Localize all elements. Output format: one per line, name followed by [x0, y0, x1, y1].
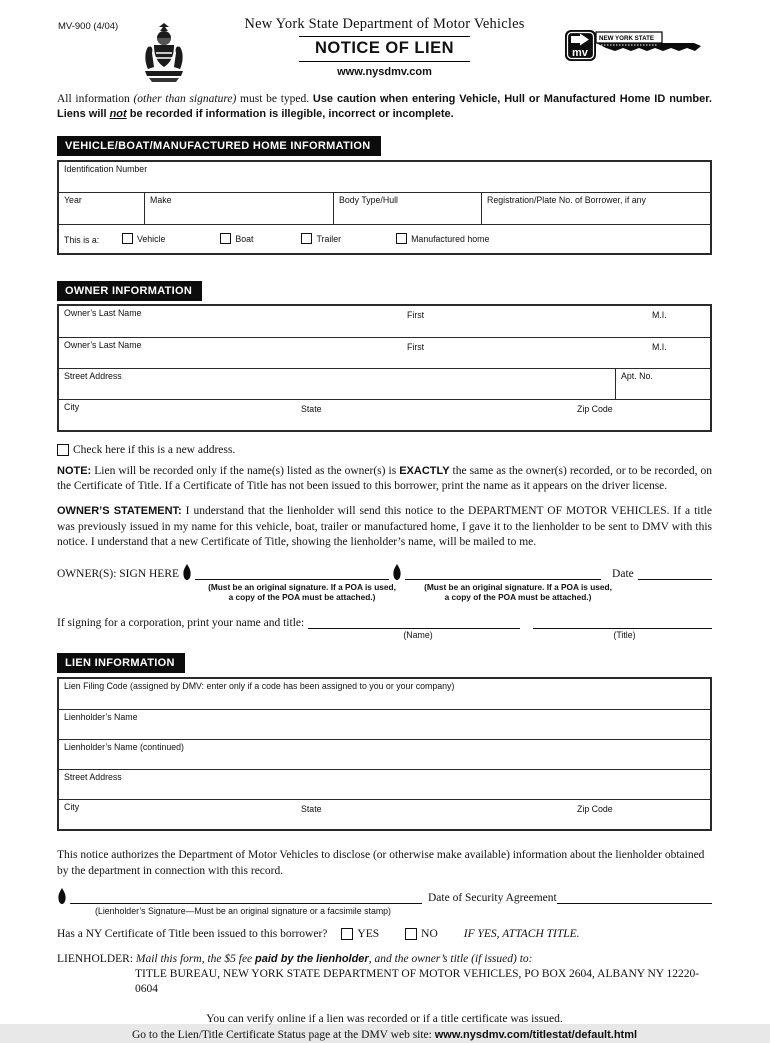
vehicle-section-header: VEHICLE/BOAT/MANUFACTURED HOME INFORMATION — [57, 136, 381, 156]
security-agreement-date-label: Date of Security Agreement — [428, 892, 557, 905]
lienholder-name-field[interactable] — [59, 709, 710, 739]
dmv-website: www.nysdmv.com — [337, 66, 432, 78]
lienholder-footer-label: LIENHOLDER: — [57, 953, 136, 966]
sig-note-line2: a copy of the POA must be attached.) — [228, 591, 376, 602]
mail-text: , and the owner’s title (if issued) to: — [368, 953, 533, 966]
trailer-type-option — [301, 233, 341, 244]
new-address-row — [57, 444, 712, 456]
mail-text: Mail this form, the $5 fee — [135, 953, 256, 966]
trailer-checkbox[interactable] — [301, 233, 312, 244]
instr-seg: must be typed. — [236, 93, 313, 105]
attach-title-note: IF YES, ATTACH TITLE. — [463, 928, 580, 941]
owner-statement-text: I understand that the lienholder will send this notice to the DEPARTMENT OF MOTOR VEHICLES. If a title was previously issued in my name for this vehicle, boat, trailer or manufactured home, I gave it to the lienholder to be sent to DMV with this notice. I understand that a new Certificate of Title, showing the lienholder’s name, will be mailed to me. — [57, 505, 712, 549]
year-label: Year — [64, 194, 82, 205]
owner-state-label: State — [301, 403, 322, 414]
vehicle-info-table — [57, 160, 712, 255]
title-question-label: Has a NY Certificate of Title been issued to this borrower? — [57, 928, 328, 941]
authorization-paragraph: This notice authorizes the Department of Motor Vehicles to disclose (or otherwise make available) information about the lienholder obtained by the department in connection with this record. — [57, 849, 705, 877]
owner-street-address-field[interactable] — [59, 369, 615, 399]
mail-paid-by: paid by the lienholder — [255, 953, 369, 966]
new-address-checkbox[interactable] — [57, 444, 69, 456]
form-title: NOTICE OF LIEN — [315, 39, 454, 57]
owner-city-label: City — [64, 401, 80, 412]
instr-seg-italic: (other than signature) — [133, 93, 237, 105]
owner-street-address-label: Street Address — [64, 370, 122, 381]
lienholder-city-label: City — [64, 802, 80, 813]
make-label: Make — [150, 194, 172, 205]
owner1-mi-label: M.I. — [652, 309, 667, 320]
lien-section-header: LIEN INFORMATION — [57, 653, 185, 673]
manufactured-home-type-option — [396, 233, 489, 244]
instr-not: not — [109, 108, 127, 121]
verify-online-block — [57, 1011, 712, 1043]
sig-note-line1: (Must be an original signature. If a POA is used, — [208, 581, 396, 592]
owner-statement-label: OWNER’S STATEMENT: — [57, 505, 182, 518]
lienholder-name-cont-field[interactable] — [59, 739, 710, 769]
name-caption: (Name) — [403, 630, 433, 641]
date-line[interactable] — [638, 565, 712, 580]
owner1-signature-caption — [196, 582, 408, 603]
verify-line2-text: Go to the Lien/Title Certificate Status page at the DMV web site: — [131, 1028, 435, 1041]
form-instructions — [57, 92, 712, 123]
lienholder-street-field[interactable] — [59, 769, 710, 799]
note-paragraph — [57, 464, 712, 495]
form-header — [57, 16, 712, 90]
owner1-first-label: First — [407, 309, 425, 320]
corporation-captions — [57, 630, 712, 641]
registration-plate-field[interactable] — [481, 193, 710, 224]
owner-info-table — [57, 304, 712, 432]
dmv-key-logo-icon — [564, 26, 704, 66]
vehicle-checkbox-label: Vehicle — [137, 233, 166, 244]
corporation-label: If signing for a corporation, print your name and title: — [57, 617, 305, 630]
note-text: the same as the owner(s) recorded, or to be recorded, on the Certificate of Title. If a Certificate of Title has not been issued to this borrower, print the name as it appears on the driver license. — [57, 464, 712, 492]
lienholder-name-cont-label: Lienholder’s Name (continued) — [64, 742, 184, 753]
make-field[interactable] — [144, 193, 333, 224]
pen-nib-icon — [182, 564, 192, 580]
lienholder-zip-label: Zip Code — [577, 804, 613, 815]
corporation-name-line[interactable] — [308, 614, 520, 629]
boat-checkbox-label: Boat — [235, 233, 254, 244]
signature-captions — [57, 582, 712, 603]
owner-zip-label: Zip Code — [577, 403, 613, 414]
owner2-first-label: First — [407, 341, 425, 352]
lien-info-table — [57, 677, 712, 831]
sig-note-line2: a copy of the POA must be attached.) — [444, 591, 592, 602]
registration-plate-label: Registration/Plate No. of Borrower, if any — [487, 194, 646, 205]
instr-seg: All information — [57, 93, 134, 105]
note-exactly: EXACTLY — [399, 464, 450, 477]
new-address-label: Check here if this is a new address. — [73, 443, 236, 456]
owner2-signature-caption — [412, 582, 624, 603]
owner-city-state-zip-field[interactable] — [59, 399, 710, 430]
owner1-name-field[interactable] — [59, 306, 710, 337]
owner-apt-label: Apt. No. — [621, 370, 653, 381]
title-block — [215, 16, 555, 78]
logo-banner-text: NEW YORK STATE — [599, 35, 654, 42]
owner2-name-field[interactable] — [59, 337, 710, 368]
lienholder-state-label: State — [301, 804, 322, 815]
identification-number-label: Identification Number — [64, 163, 148, 174]
sig-note-line1: (Must be an original signature. If a POA is used, — [424, 581, 612, 592]
no-label: NO — [421, 928, 438, 941]
no-checkbox[interactable] — [405, 928, 417, 940]
owner-apt-field[interactable] — [615, 369, 710, 399]
yes-label: YES — [357, 928, 380, 941]
owners-sign-here-label: OWNER(S): SIGN HERE — [57, 567, 180, 580]
title-box — [299, 36, 470, 62]
lienholder-street-label: Street Address — [64, 772, 122, 783]
trailer-checkbox-label: Trailer — [316, 233, 342, 244]
note-label: NOTE: — [57, 464, 92, 477]
note-text: Lien will be recorded only if the name(s) listed as the owner(s) is — [91, 464, 400, 477]
date-label: Date — [612, 567, 634, 580]
lien-filing-code-label: Lien Filing Code (assigned by DMV: enter only if a code has been assigned to you or your company) — [64, 681, 455, 692]
owner-section-header: OWNER INFORMATION — [57, 281, 202, 301]
agency-name: New York State Department of Motor Vehicles — [244, 16, 525, 32]
lienholder-city-state-zip-field[interactable] — [59, 799, 710, 829]
svg-text:mv: mv — [572, 47, 588, 59]
owner2-mi-label: M.I. — [652, 341, 667, 352]
this-is-a-label: This is a: — [64, 234, 100, 245]
vehicle-type-option — [122, 233, 165, 244]
lienholder-signature-line[interactable] — [70, 889, 422, 904]
verify-url[interactable]: www.nysdmv.com/titlestat/default.html — [434, 1028, 638, 1041]
ny-state-seal-icon — [139, 23, 189, 85]
vehicle-checkbox[interactable] — [122, 233, 133, 244]
owner1-signature-line[interactable] — [195, 565, 389, 580]
manufactured-home-checkbox[interactable] — [396, 233, 407, 244]
owner-statement-paragraph — [57, 504, 712, 550]
instr-caution: Use caution when entering Vehicle, Hull or Manufactured Home ID number. Liens will — [57, 93, 712, 121]
instr-seg-bold: be recorded if information is illegible, incorrect or incomplete. — [126, 108, 454, 121]
title-caption: (Title) — [613, 630, 636, 641]
identification-number-field[interactable] — [59, 162, 710, 192]
verify-line1: You can verify online if a lien was recorded or if a title certificate was issued. — [206, 1012, 563, 1025]
mail-instructions — [57, 952, 712, 998]
yes-checkbox[interactable] — [341, 928, 353, 940]
owner2-last-name-label: Owner’s Last Name — [64, 339, 142, 350]
owner1-last-name-label: Owner’s Last Name — [64, 307, 142, 318]
security-agreement-date-line[interactable] — [557, 889, 712, 904]
pen-nib-icon — [392, 564, 402, 580]
lienholder-name-label: Lienholder’s Name — [64, 712, 138, 723]
lienholder-signature-caption: (Lienholder’s Signature—Must be an original signature or a facsimile stamp) — [95, 906, 391, 917]
body-type-label: Body Type/Hull — [339, 194, 399, 205]
boat-type-option — [220, 233, 253, 244]
year-field[interactable] — [59, 193, 144, 224]
corporation-title-line[interactable] — [533, 614, 712, 629]
title-question-row — [57, 928, 712, 940]
pen-nib-icon — [57, 888, 67, 904]
lien-filing-code-field[interactable] — [59, 679, 710, 709]
body-type-field[interactable] — [333, 193, 481, 224]
owner2-signature-line[interactable] — [405, 565, 601, 580]
form-number: MV-900 (4/04) — [58, 21, 119, 32]
boat-checkbox[interactable] — [220, 233, 231, 244]
mail-address: TITLE BUREAU, NEW YORK STATE DEPARTMENT OF MOTOR VEHICLES, PO BOX 2604, ALBANY NY 12220-0604 — [135, 968, 700, 996]
manufactured-home-checkbox-label: Manufactured home — [411, 233, 490, 244]
verify-line2 — [57, 1027, 712, 1043]
